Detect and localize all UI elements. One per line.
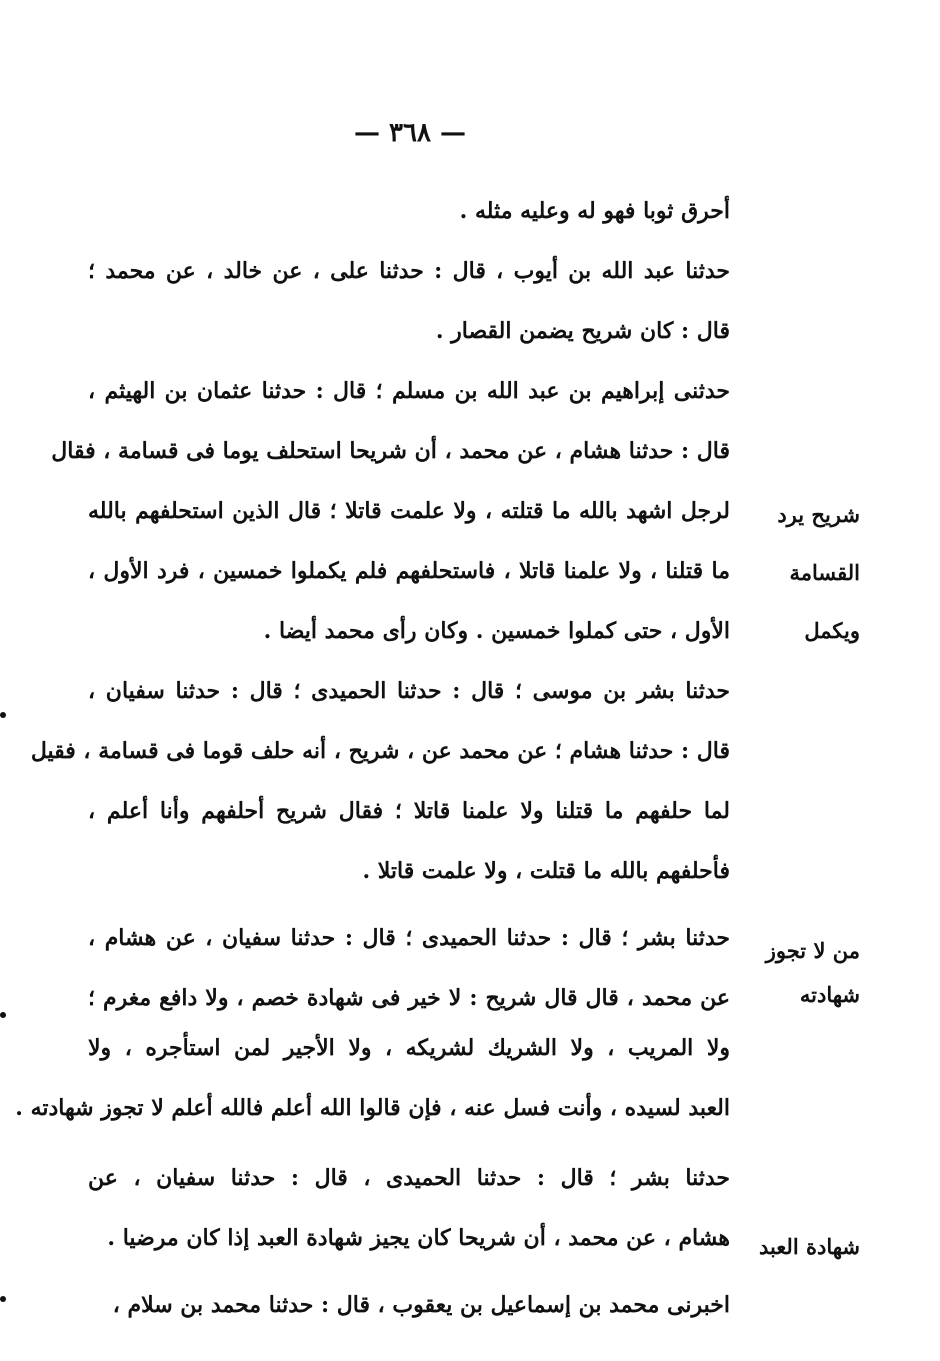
text-line: ولا المريب ، ولا الشريك لشريكه ، ولا الأجير لمن استأجره ، ولا (88, 1035, 730, 1061)
text-line: لرجل اشهد بالله ما قتلته ، ولا علمت قاتلا ؛ قال الذين استحلفهم بالله (88, 498, 730, 524)
text-line: قال : حدثنا هشام ؛ عن محمد عن ، شريح ، أنه حلف قوما فى قسامة ، فقيل (30, 738, 730, 764)
margin-note: من لا تجوز (765, 938, 860, 963)
margin-note: شريح يرد (777, 502, 860, 527)
text-line: قال : كان شريح يضمن القصار . (435, 318, 730, 344)
text-line: ما قتلنا ، ولا علمنا قاتلا ، فاستحلفهم فلم يكملوا خمسين ، فرد الأول ، (88, 558, 730, 584)
text-line: عن محمد ، قال قال شريح : لا خير فى شهادة خصم ، ولا دافع مغرم ؛ (88, 985, 730, 1011)
edge-mark (0, 712, 6, 718)
text-line: العبد لسيده ، وأنت فسل عنه ، فإن قالوا الله أعلم فالله أعلم لا تجوز شهادته . (15, 1095, 730, 1121)
margin-note: ويكمل (804, 618, 860, 643)
text-line: لما حلفهم ما قتلنا ولا علمنا قاتلا ؛ فقال شريح أحلفهم وأنا أعلم ، (88, 798, 730, 824)
text-line: فأحلفهم بالله ما قتلت ، ولا علمت قاتلا . (362, 858, 730, 884)
margin-note: القسامة (789, 560, 860, 585)
edge-mark (0, 1012, 6, 1018)
text-line: حدثنا عبد الله بن أيوب ، قال : حدثنا على ، عن خالد ، عن محمد ؛ (88, 258, 730, 284)
text-line: حدثنا بشر ؛ قال : حدثنا الحميدى ، قال : حدثنا سفيان ، عن (88, 1165, 730, 1191)
text-line: حدثنى إبراهيم بن عبد الله بن مسلم ؛ قال : حدثنا عثمان بن الهيثم ، (88, 378, 730, 404)
margin-note: شهادة العبد (758, 1234, 860, 1259)
text-line: الأول ، حتى كملوا خمسين . وكان رأى محمد أيضا . (263, 618, 730, 644)
text-line: قال : حدثنا هشام ، عن محمد ، أن شريحا استحلف يوما فى قسامة ، فقال (51, 438, 730, 464)
text-line: حدثنا بشر ؛ قال : حدثنا الحميدى ؛ قال : حدثنا سفيان ، عن هشام ، (88, 925, 730, 951)
text-line: حدثنا بشر بن موسى ؛ قال : حدثنا الحميدى ؛ قال : حدثنا سفيان ، (88, 678, 730, 704)
text-line: هشام ، عن محمد ، أن شريحا كان يجيز شهادة العبد إذا كان مرضيا . (107, 1225, 730, 1251)
margin-note: شهادته (799, 982, 860, 1007)
edge-mark (0, 1296, 6, 1302)
text-line: اخبرنى محمد بن إسماعيل بن يعقوب ، قال : حدثنا محمد بن سلام ، (112, 1292, 730, 1318)
text-line: أحرق ثوبا فهو له وعليه مثله . (459, 198, 730, 224)
page-number: — ٣٦٨ — (353, 118, 467, 148)
